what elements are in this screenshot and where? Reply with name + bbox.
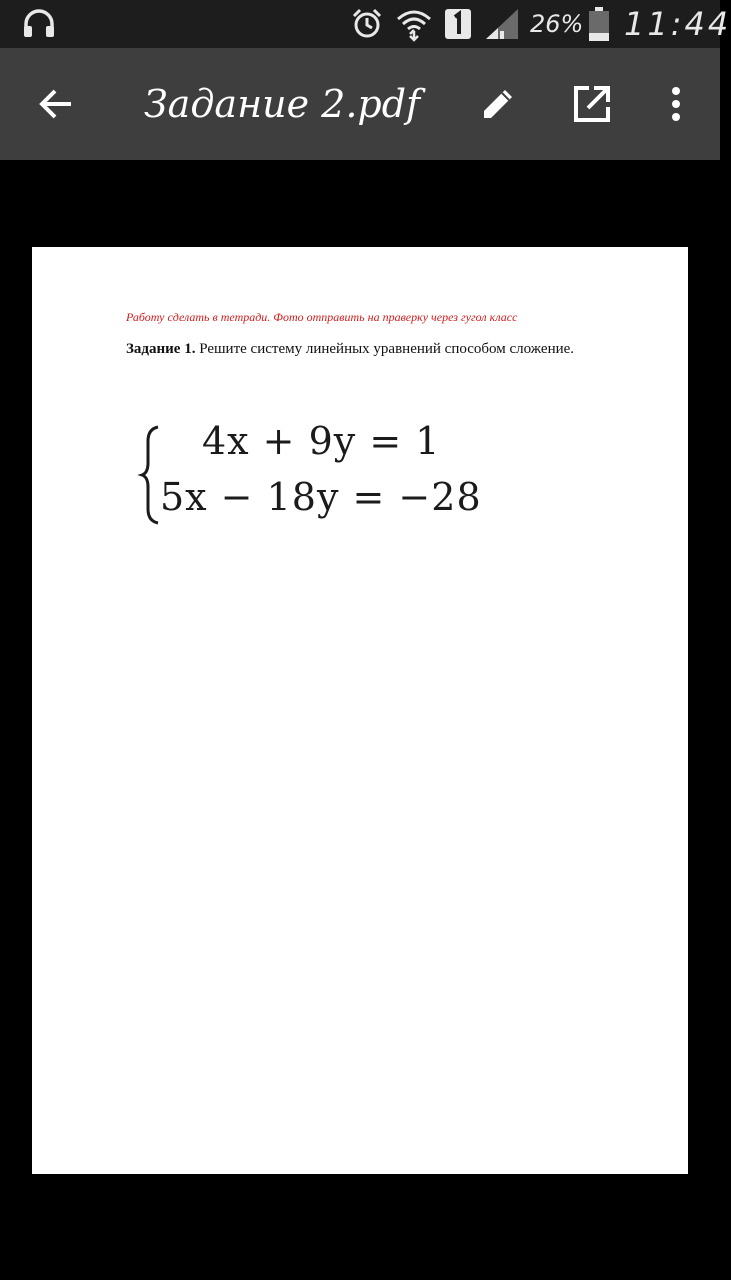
pdf-viewer[interactable] <box>0 160 720 1280</box>
wifi-icon <box>396 0 432 48</box>
headphones-icon <box>22 0 56 48</box>
sim-1-icon <box>444 0 472 48</box>
equation-line-1: 4x + 9y = 1 <box>202 419 441 463</box>
arrow-back-icon[interactable] <box>28 48 84 160</box>
battery-percent: 26% <box>530 10 584 38</box>
pencil-icon[interactable] <box>470 48 526 160</box>
signal-icon <box>484 0 520 48</box>
equation-line-2: 5x − 18y = −28 <box>160 475 482 519</box>
pdf-page[interactable] <box>32 247 688 1174</box>
battery-icon <box>588 0 610 48</box>
status-bar <box>0 0 731 48</box>
app-bar <box>0 48 720 160</box>
more-vert-icon[interactable] <box>656 48 696 160</box>
task-label: Задание 1. <box>126 341 196 357</box>
task-heading <box>126 341 574 358</box>
open-external-icon[interactable] <box>564 48 620 160</box>
alarm-icon <box>350 0 384 48</box>
task-text: Решите систему линейных уравнений способом сложение. <box>195 341 575 357</box>
document-title: Задание 2.pdf <box>144 82 421 126</box>
clock: 11:44 <box>624 5 731 43</box>
instruction-note: Работу сделать в тетради. Фото отправить на праверку через гугол класс <box>126 310 518 324</box>
curly-brace-icon <box>140 425 160 525</box>
equation-system <box>140 415 520 525</box>
